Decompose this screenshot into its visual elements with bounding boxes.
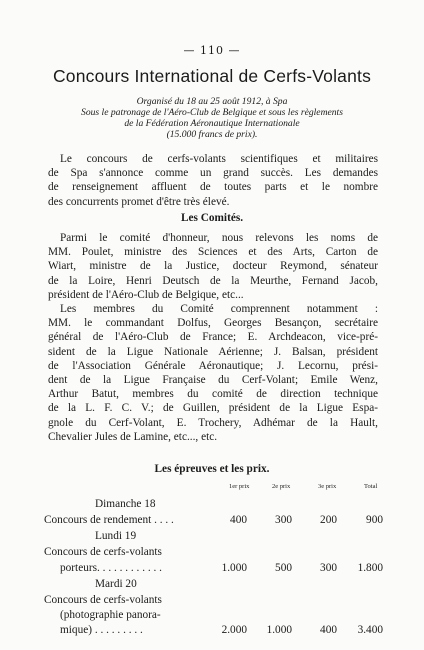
- row-label: Concours de cerfs-volants: [44, 546, 162, 558]
- text-line: de la Loire, Henri Deutsch de la Meurthe, Fernand Jacob,: [48, 274, 378, 287]
- table-cell: 1.000: [266, 624, 292, 636]
- text-line: de renseignement affluent de toutes parts et le nombre: [48, 181, 378, 194]
- page-number: — 110 —: [183, 44, 241, 57]
- text-line: des concurrents promet d'être très élevé.: [48, 195, 230, 208]
- column-header: Total: [364, 483, 378, 490]
- table-cell: 1.000: [221, 562, 247, 574]
- column-header: 3e prix: [318, 483, 337, 490]
- day-label: Lundi 19: [95, 530, 137, 542]
- text-line: MM. le commandant Dolfus, Georges Besançon, secrétaire: [48, 317, 378, 330]
- text-line: de l'Association Générale Aéronautique; J. Lecornu, prési-: [48, 359, 378, 372]
- subtitle-line: Organisé du 18 au 25 août 1912, à Spa: [136, 96, 288, 107]
- row-label: Concours de rendement . . . .: [44, 514, 174, 526]
- text-line: de Spa s'annonce comme un grand succès. Les demandes: [48, 167, 378, 180]
- text-line: sident de la Ligue Nationale Aérienne; J. Balsan, président: [48, 345, 378, 358]
- membres-paragraph: [48, 302, 378, 444]
- row-label: Concours de cerfs-volants: [44, 594, 162, 606]
- text-line: Parmi le comité d'honneur, nous relevons les noms de: [60, 232, 378, 244]
- text-line: MM. Poulet, ministre des Sciences et des Arts, Carton de: [48, 246, 378, 259]
- subtitle-line: Sous le patronage de l'Aéro-Club de Belgique et sous les règlements: [81, 107, 343, 118]
- table-cell: 900: [366, 514, 383, 526]
- subtitle-line: de la Fédération Aéronautique Internationale: [124, 118, 300, 129]
- table-cell: 3.400: [357, 624, 383, 636]
- row-label: porteurs. . . . . . . . . . . .: [60, 562, 162, 574]
- text-line: dent de la Ligue Française du Cerf-Volant; Emile Wenz,: [48, 374, 378, 387]
- row-label: (photographie panora-: [60, 609, 161, 621]
- table-cell: 400: [320, 624, 337, 636]
- intro-paragraph: [48, 152, 378, 209]
- table-cell: 300: [320, 562, 337, 574]
- table-cell: 300: [275, 514, 292, 526]
- day-label: Mardi 20: [95, 578, 137, 590]
- text-line: Les membres du Comité comprennent notamment :: [60, 303, 378, 315]
- day-label: Dimanche 18: [95, 498, 156, 510]
- text-line: Chevalier Jules de Lamine, etc..., etc.: [48, 430, 218, 443]
- text-line: de la L. F. C. V.; de Guillen, président de la Ligue Espa-: [48, 402, 378, 415]
- section-heading-comites: Les Comités.: [180, 212, 244, 224]
- text-line: général de l'Aéro-Club de France; E. Archdeacon, vice-pré-: [48, 331, 378, 344]
- text-line: Wiart, ministre de la Justice, docteur Reymond, sénateur: [48, 260, 378, 273]
- honneur-paragraph: [48, 231, 378, 302]
- column-header: 1er prix: [229, 483, 250, 490]
- section-heading-prix: Les épreuves et les prix.: [154, 463, 270, 475]
- table-cell: 200: [320, 514, 337, 526]
- table-cell: 500: [275, 562, 292, 574]
- text-line: Le concours de cerfs-volants scientifiques et militaires: [60, 153, 378, 165]
- subtitle-line: (15.000 francs de prix).: [166, 129, 258, 140]
- text-line: président de l'Aéro-Club de Belgique, etc...: [48, 288, 244, 301]
- text-line: Arthur Batut, membres du comité de direction technique: [48, 388, 378, 401]
- row-label: mique) . . . . . . . . .: [60, 624, 143, 636]
- page-title: Concours International de Cerfs-Volants: [52, 66, 372, 86]
- table-cell: 2.000: [221, 624, 247, 636]
- table-cell: 1.800: [357, 562, 383, 574]
- column-header: 2e prix: [272, 483, 291, 490]
- text-line: gnole du Cerf-Volant, E. Trochery, Adhémar de la Hault,: [48, 416, 378, 429]
- table-cell: 400: [230, 514, 247, 526]
